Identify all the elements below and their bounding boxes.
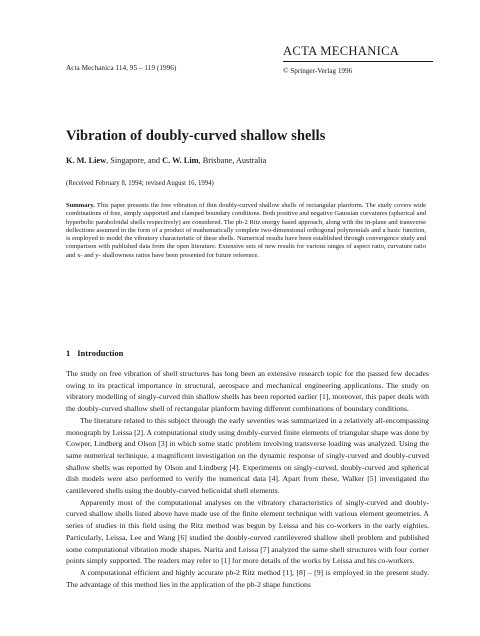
article-title: Vibration of doubly-curved shallow shells: [66, 128, 326, 144]
author-affiliation: , Brisbane, Australia: [198, 156, 267, 165]
section-title: Introduction: [77, 348, 124, 358]
section-number: 1: [66, 348, 71, 358]
section-heading: [66, 348, 123, 358]
author-affiliation: , Singapore, and: [106, 156, 163, 165]
received-dates: (Received February 8, 1994; revised August 16, 1994): [66, 180, 214, 187]
author-name: K. M. Liew: [66, 156, 107, 165]
body-paragraph: Apparently most of the computational analyses on the vibratory characteristics of singly-curved and doubly-curved shallow shells listed above have made use of the finite element technique with various element geometries. A series of studies in this field using the Ritz method was begun by Leissa and his co-workers in the early eighties. Particularly, Leissa, Lee and Wang [6] studied the doubly-curved cantilevered shallow shell problem and published some computational vibration mode shapes. Narita and Leissa [7] analyzed the same shell structures with four corner points simply supported. The readers may refer to [1] for more details of the works by Leissa and his co-workers.: [66, 497, 429, 566]
body-paragraph: The literature related to this subject through the early seventies was summarized in a relatively all-encompassing monograph by Leissa [2]. A computational study using doubly-curved finite elements of triangular shape was done by Cowper, Lindberg and Olson [3] in which some static problem involving transverse loading was analyzed. Using the same numerical technique, a magnificent investigation on the dynamic response of singly-curved and doubly-curved shallow shells was reported by Olson and Lindberg [4]. Experiments on singly-curved, doubly-curved and spherical dish models were also performed to verify the numerical data [4]. Apart from these, Walker [5] investigated the cantilevered shells using the doubly-curved helicoidal shell elements.: [66, 415, 429, 496]
abstract-label: Summary.: [66, 202, 95, 209]
section-body: [66, 368, 429, 590]
abstract-text: This paper presents the free vibration of thin doubly-curved shallow shells of rectangular planform. The study covers wide combinations of free, simply supported and clamped boundary conditions. Both positive and negative Gaussian curvatures (spherical and hyperbolic paraboloidal shells respectively) are considered. The pb-2 Ritz energy based approach, along with the in-plane and transverse deflections assumed in the form of a product of mathematically complete two-dimensional orthogonal polynomials and a basic function, is employed to model the vibratory characteristic of these shells. Numerical results have been established through convergence study and comparison with published data from the open literature. Extensive sets of new results for various ranges of aspect ratio, curvature ratio and x- and y- shallowness ratios have been presented for future reference.: [66, 202, 426, 259]
abstract: [66, 202, 426, 260]
journal-masthead: [283, 44, 433, 75]
body-paragraph: A computational efficient and highly accurate pb-2 Ritz method [1], [8] – [9] is employed in the present study. The advantage of this method lies in the application of the pb-2 shape functions: [66, 567, 429, 589]
author-line: [66, 156, 266, 165]
body-paragraph: The study on free vibration of shell structures has long been an extensive research topic for the passed few decades owing to its practical importance in structural, aerospace and mechanical engineering applications. The study on vibratory modelling of singly-curved thin shallow shells has been reported earlier [1], moreover, this paper deals with the doubly-curved shallow shell of rectangular planform having different combinations of boundary conditions.: [66, 369, 429, 414]
journal-citation: Acta Mechanica 114, 95 – 119 (1996): [66, 64, 177, 72]
journal-name: ACTA MECHANICA: [283, 44, 433, 62]
author-name: C. W. Lim: [162, 156, 199, 165]
copyright-notice: © Springer-Verlag 1996: [283, 67, 353, 75]
